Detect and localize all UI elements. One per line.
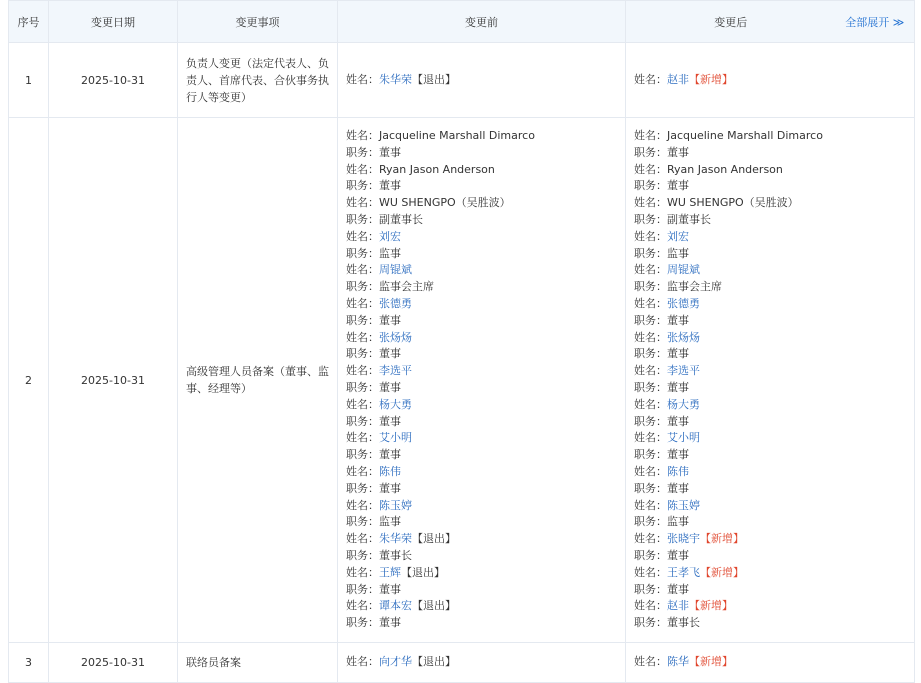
header-before: 变更前 xyxy=(338,1,626,43)
entry-value: 董事 xyxy=(667,548,689,562)
entry-line xyxy=(346,212,617,229)
row-date: 2025-10-31 xyxy=(49,643,178,683)
entry-value: 董事 xyxy=(667,179,689,193)
entry-label: 姓名： xyxy=(346,599,379,613)
entry-line xyxy=(634,464,906,481)
entry-value: 董事 xyxy=(379,582,401,596)
entry-label: 姓名： xyxy=(346,330,379,344)
entry-label: 职务： xyxy=(634,347,667,361)
entry-value: 董事 xyxy=(379,448,401,462)
entry-label: 职务： xyxy=(634,582,667,596)
header-item: 变更事项 xyxy=(178,1,338,43)
entry-value: 董事 xyxy=(379,347,401,361)
row-change-item: 高级管理人员备案（董事、监事、经理等） xyxy=(178,118,338,643)
entry-label: 职务： xyxy=(634,145,667,159)
table-row xyxy=(9,43,915,118)
person-link[interactable]: 陈玉婷 xyxy=(667,498,700,512)
entry-label: 姓名： xyxy=(634,263,667,277)
entry-label: 职务： xyxy=(634,616,667,630)
entry-label: 职务： xyxy=(346,515,379,529)
header-after: 变更后 xyxy=(626,1,836,43)
entry-label: 姓名： xyxy=(346,364,379,378)
entry-line xyxy=(634,363,906,380)
entry-value: 监事会主席 xyxy=(379,280,434,294)
entry-value: 副董事长 xyxy=(667,213,711,227)
entry-value: 董事 xyxy=(379,616,401,630)
row-before xyxy=(338,43,626,118)
row-date: 2025-10-31 xyxy=(49,118,178,643)
entry-value: 副董事长 xyxy=(379,213,423,227)
person-link[interactable]: 刘宏 xyxy=(667,229,689,243)
entry-value: Jacqueline Marshall Dimarco xyxy=(379,129,535,143)
entry-label: 职务： xyxy=(346,145,379,159)
entry-line xyxy=(634,481,906,498)
entry-line xyxy=(346,430,617,447)
entry-label: 姓名： xyxy=(346,196,379,210)
entry-line xyxy=(346,531,617,548)
entry-line xyxy=(634,246,906,263)
entry-label: 职务： xyxy=(634,448,667,462)
entry-label: 姓名： xyxy=(634,364,667,378)
row-date: 2025-10-31 xyxy=(49,43,178,118)
entry-line xyxy=(634,582,906,599)
entry-line xyxy=(346,498,617,515)
row-after xyxy=(626,643,915,683)
entry-value: WU SHENGPO（吴胜波） xyxy=(667,196,799,210)
person-link[interactable]: 杨大勇 xyxy=(667,397,700,411)
person-link[interactable]: 张炀炀 xyxy=(667,330,700,344)
entry-label: 姓名： xyxy=(634,129,667,143)
person-link[interactable]: 王孝飞 xyxy=(667,565,700,579)
entry-label: 姓名： xyxy=(346,162,379,176)
entry-value: 监事 xyxy=(379,515,401,529)
entry-label: 职务： xyxy=(346,213,379,227)
entry-label: 职务： xyxy=(346,548,379,562)
entry-line xyxy=(634,330,906,347)
new-tag: 【新增】 xyxy=(700,565,744,579)
exit-tag: 【退出】 xyxy=(412,532,456,546)
entry-line xyxy=(346,548,617,565)
person-link[interactable]: 朱华荣 xyxy=(379,72,412,86)
person-link[interactable]: 周锟斌 xyxy=(667,263,700,277)
entry-line xyxy=(634,296,906,313)
entry-value: 监事会主席 xyxy=(667,280,722,294)
entry-label: 姓名： xyxy=(634,297,667,311)
entry-line xyxy=(346,279,617,296)
row-before xyxy=(338,118,626,643)
entry-value: 董事 xyxy=(667,448,689,462)
person-link[interactable]: 朱华荣 xyxy=(379,532,412,546)
person-link[interactable]: 张德勇 xyxy=(379,297,412,311)
entry-value: 董事 xyxy=(667,347,689,361)
person-link[interactable]: 张炀炀 xyxy=(379,330,412,344)
entry-label: 职务： xyxy=(634,246,667,260)
person-link[interactable]: 赵非 xyxy=(667,72,689,86)
entry-line xyxy=(634,229,906,246)
entry-line xyxy=(634,313,906,330)
entry-label: 姓名： xyxy=(634,162,667,176)
person-link[interactable]: 艾小明 xyxy=(379,431,412,445)
entry-value: 董事 xyxy=(667,313,689,327)
entry-line xyxy=(346,229,617,246)
entry-label: 姓名： xyxy=(634,229,667,243)
entry-line xyxy=(634,548,906,565)
entry-line xyxy=(346,195,617,212)
entry-line xyxy=(346,464,617,481)
entry-line xyxy=(346,582,617,599)
entry-line xyxy=(634,128,906,145)
entry-label: 职务： xyxy=(346,313,379,327)
entry-line xyxy=(634,565,906,582)
entry-label: 姓名： xyxy=(346,464,379,478)
entry-line xyxy=(634,380,906,397)
entry-value: 董事 xyxy=(379,313,401,327)
entry-label: 姓名： xyxy=(634,565,667,579)
row-change-item: 负责人变更（法定代表人、负责人、首席代表、合伙事务执行人等变更） xyxy=(178,43,338,118)
entry-line xyxy=(634,262,906,279)
entry-line xyxy=(634,654,906,671)
entry-label: 职务： xyxy=(346,448,379,462)
entry-line xyxy=(346,598,617,615)
entry-label: 姓名： xyxy=(346,72,379,86)
entry-value: Ryan Jason Anderson xyxy=(667,162,783,176)
entry-line xyxy=(346,481,617,498)
entry-label: 姓名： xyxy=(634,72,667,86)
row-before xyxy=(338,643,626,683)
entry-value: 董事长 xyxy=(379,548,412,562)
exit-tag: 【退出】 xyxy=(412,655,456,669)
entry-label: 姓名： xyxy=(634,330,667,344)
person-link[interactable]: 赵非 xyxy=(667,599,689,613)
entry-label: 职务： xyxy=(346,481,379,495)
entry-value: 董事 xyxy=(667,582,689,596)
entry-label: 姓名： xyxy=(634,498,667,512)
entry-label: 姓名： xyxy=(346,129,379,143)
new-tag: 【新增】 xyxy=(689,655,733,669)
row-index: 2 xyxy=(9,118,49,643)
person-link[interactable]: 陈伟 xyxy=(379,464,401,478)
entry-line xyxy=(346,262,617,279)
row-after xyxy=(626,118,915,643)
entry-label: 姓名： xyxy=(634,599,667,613)
exit-tag: 【退出】 xyxy=(412,599,456,613)
entry-line xyxy=(346,178,617,195)
entry-value: 董事 xyxy=(379,179,401,193)
header-index: 序号 xyxy=(9,1,49,43)
entry-line xyxy=(346,246,617,263)
double-chevron-down-icon: ≫ xyxy=(889,15,905,29)
entry-line xyxy=(634,346,906,363)
row-after xyxy=(626,43,915,118)
entry-line xyxy=(634,514,906,531)
entry-label: 职务： xyxy=(634,515,667,529)
entry-line xyxy=(346,414,617,431)
entry-value: 监事 xyxy=(379,246,401,260)
exit-tag: 【退出】 xyxy=(401,565,445,579)
person-link[interactable]: 张晓宇 xyxy=(667,532,700,546)
entry-label: 职务： xyxy=(634,213,667,227)
expand-all-cell xyxy=(836,1,915,43)
person-link[interactable]: 陈华 xyxy=(667,655,689,669)
entry-line xyxy=(634,397,906,414)
entry-label: 职务： xyxy=(346,414,379,428)
entry-label: 职务： xyxy=(346,582,379,596)
entry-label: 姓名： xyxy=(346,297,379,311)
entry-label: 姓名： xyxy=(634,397,667,411)
entry-line xyxy=(634,615,906,632)
entry-line xyxy=(346,397,617,414)
entry-label: 职务： xyxy=(346,246,379,260)
entry-line xyxy=(634,178,906,195)
entry-line xyxy=(634,145,906,162)
entry-value: 监事 xyxy=(667,246,689,260)
entry-value: 董事 xyxy=(667,381,689,394)
entry-label: 姓名： xyxy=(634,532,667,546)
entry-value: 董事 xyxy=(667,145,689,159)
entry-line xyxy=(634,447,906,464)
entry-label: 姓名： xyxy=(346,655,379,669)
entry-line xyxy=(346,346,617,363)
entry-label: 职务： xyxy=(634,381,667,394)
person-link[interactable]: 陈玉婷 xyxy=(379,498,412,512)
entry-line xyxy=(346,145,617,162)
entry-line xyxy=(346,514,617,531)
person-link[interactable]: 张德勇 xyxy=(667,297,700,311)
entry-line xyxy=(346,296,617,313)
entry-label: 姓名： xyxy=(346,431,379,445)
entry-line xyxy=(346,72,617,89)
expand-all-button[interactable] xyxy=(845,16,904,29)
person-link[interactable]: 杨大勇 xyxy=(379,397,412,411)
header-date: 变更日期 xyxy=(49,1,178,43)
person-link[interactable]: 周锟斌 xyxy=(379,263,412,277)
entry-label: 职务： xyxy=(634,548,667,562)
entry-value: Ryan Jason Anderson xyxy=(379,162,495,176)
entry-line xyxy=(346,330,617,347)
person-link[interactable]: 王辉 xyxy=(379,565,401,579)
entry-label: 职务： xyxy=(634,414,667,428)
entry-line xyxy=(634,212,906,229)
entry-line xyxy=(634,72,906,89)
person-link[interactable]: 李选平 xyxy=(667,364,700,378)
row-index: 1 xyxy=(9,43,49,118)
entry-value: Jacqueline Marshall Dimarco xyxy=(667,129,823,143)
entry-line xyxy=(346,380,617,397)
entry-line xyxy=(634,414,906,431)
entry-label: 职务： xyxy=(346,179,379,193)
entry-label: 职务： xyxy=(346,616,379,630)
entry-label: 姓名： xyxy=(634,464,667,478)
new-tag: 【新增】 xyxy=(689,72,733,86)
row-index: 3 xyxy=(9,643,49,683)
entry-line xyxy=(634,598,906,615)
expand-all-label: 全部展开 xyxy=(845,15,890,29)
entry-value: 董事 xyxy=(379,145,401,159)
person-link[interactable]: 陈伟 xyxy=(667,464,689,478)
entry-line xyxy=(346,128,617,145)
entry-line xyxy=(634,498,906,515)
person-link[interactable]: 谭本宏 xyxy=(379,599,412,613)
entry-value: 董事 xyxy=(379,414,401,428)
entry-label: 职务： xyxy=(634,280,667,294)
entry-label: 职务： xyxy=(634,313,667,327)
entry-line xyxy=(346,313,617,330)
entry-value: 董事 xyxy=(667,481,689,495)
entry-line xyxy=(346,162,617,179)
change-record-table xyxy=(8,0,915,683)
entry-label: 姓名： xyxy=(346,397,379,411)
entry-label: 职务： xyxy=(634,481,667,495)
entry-line xyxy=(634,279,906,296)
entry-label: 姓名： xyxy=(346,498,379,512)
entry-line xyxy=(634,195,906,212)
entry-value: 董事长 xyxy=(667,616,700,630)
entry-line xyxy=(346,447,617,464)
new-tag: 【新增】 xyxy=(700,532,744,546)
table-header xyxy=(9,1,915,43)
entry-label: 姓名： xyxy=(346,229,379,243)
entry-label: 姓名： xyxy=(634,196,667,210)
new-tag: 【新增】 xyxy=(689,599,733,613)
table-row xyxy=(9,118,915,643)
entry-label: 姓名： xyxy=(346,532,379,546)
entry-line xyxy=(346,654,617,671)
entry-label: 职务： xyxy=(346,381,379,394)
entry-label: 姓名： xyxy=(346,263,379,277)
entry-line xyxy=(346,615,617,632)
exit-tag: 【退出】 xyxy=(412,72,456,86)
entry-value: 董事 xyxy=(667,414,689,428)
entry-value: 监事 xyxy=(667,515,689,529)
entry-line xyxy=(634,430,906,447)
entry-value: 董事 xyxy=(379,381,401,394)
entry-label: 职务： xyxy=(634,179,667,193)
person-link[interactable]: 向才华 xyxy=(379,655,412,669)
entry-label: 职务： xyxy=(346,280,379,294)
table-row xyxy=(9,643,915,683)
person-link[interactable]: 李选平 xyxy=(379,364,412,378)
row-change-item: 联络员备案 xyxy=(178,643,338,683)
person-link[interactable]: 艾小明 xyxy=(667,431,700,445)
entry-value: 董事 xyxy=(379,481,401,495)
entry-label: 姓名： xyxy=(634,431,667,445)
entry-label: 姓名： xyxy=(634,655,667,669)
entry-label: 姓名： xyxy=(346,565,379,579)
person-link[interactable]: 刘宏 xyxy=(379,229,401,243)
entry-value: WU SHENGPO（吴胜波） xyxy=(379,196,511,210)
entry-label: 职务： xyxy=(346,347,379,361)
entry-line xyxy=(346,565,617,582)
entry-line xyxy=(634,162,906,179)
entry-line xyxy=(634,531,906,548)
entry-line xyxy=(346,363,617,380)
